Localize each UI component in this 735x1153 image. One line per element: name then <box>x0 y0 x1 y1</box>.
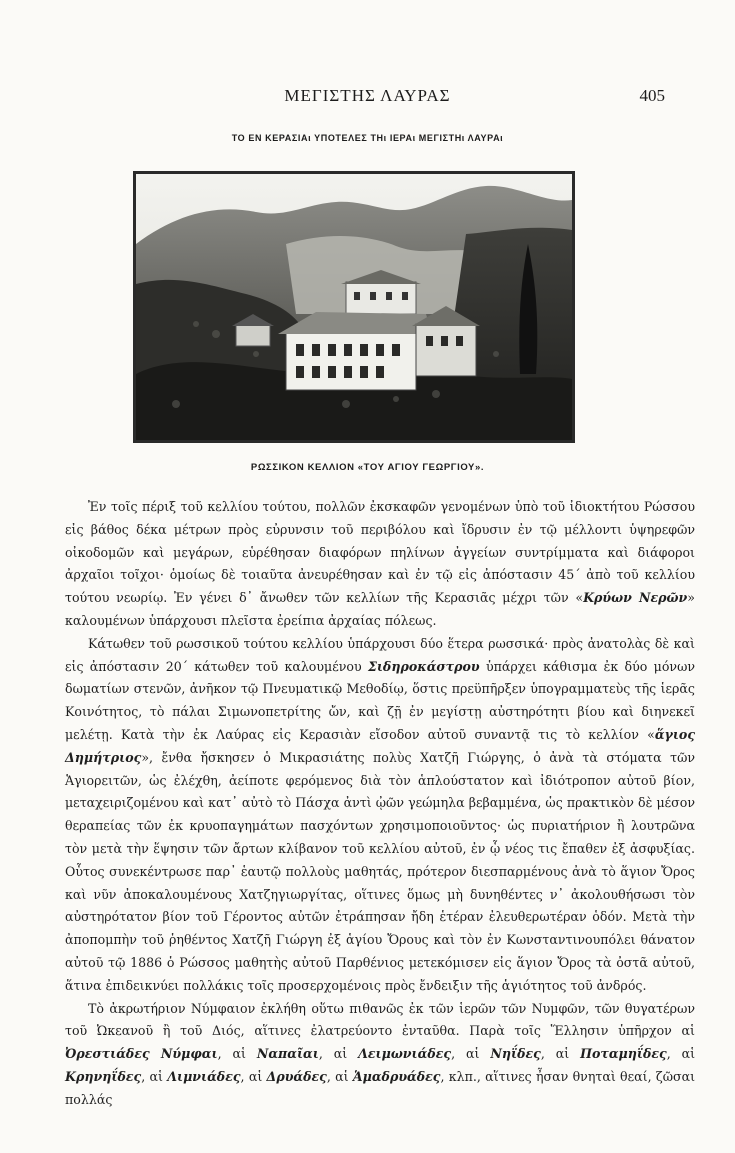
figure-top-caption: ΤΟ ΕΝ ΚΕΡΑΣΙΑι ΥΠΟΤΕΛΕΣ ΤΗι ΙΕΡΑι ΜΕΓΙΣΤΗι ΛΑΥΡΑι <box>231 133 504 143</box>
paragraph-3-text-end: , κλπ., αἵτινες ἦσαν θνηταὶ θεαί, ζῶσαι πολλάς <box>65 1068 696 1107</box>
separator: , αἱ <box>240 1068 267 1084</box>
body-text <box>65 496 695 1112</box>
paragraph-3-text: Τὸ ἀκρωτήριον Νύμφαιον ἐκλήθη οὕτω πιθανῶς ἐκ τῶν ἱερῶν τῶν Νυμφῶν, τῶν θυγατέρων τοῦ Ὠκεανοῦ ἢ τοῦ Διός, αἵτινες ἐλατρεύοντο ἐνταῦθα. Παρὰ τοῖς Ἕλλησιν ὑπῆρχον αἱ <box>65 1000 695 1039</box>
nymph-name-3: Λειμωνιάδες <box>358 1046 452 1062</box>
photo-main-house <box>278 312 432 390</box>
paragraph-1-text: Ἐν τοῖς πέριξ τοῦ κελλίου τούτου, πολλῶν ἐκσκαφῶν γενομένων ὑπὸ τοῦ ἰδιοκτήτου Ρώσσου εἰς βάθος δέκα μέτρων πρὸς εὐρυνσιν τοῦ περιβόλου καὶ ἴδρυσιν ἐν τῷ μέλλοντι ὑψηρεφῶν οἰκοδομῶν καὶ μεγάρων, εὑρέθησαν διαφόρων πηλίνων ἀγγείων συντρίμματα καὶ διάφοροι ἀρχαῖοι τοῖχοι· ὁμοίως δὲ τοιαῦτα ἀνευρέθησαν καὶ ἐν τῷ εἰς ἀπόστασιν 45΄ ἀπὸ τοῦ κελλίου τούτου νεωρίῳ. Ἐν γένει δ᾽ ἄνωθεν τῶν κελλίων τῆς Κερασιᾶς μέχρι τῶν « <box>65 499 695 606</box>
nymph-name-5: Ποταμηΐδες <box>580 1046 667 1062</box>
figure-photograph <box>133 171 575 443</box>
nymph-name-4: Νηΐδες <box>490 1046 541 1062</box>
nymph-name-9: Ἁμαδρυάδες <box>352 1068 441 1084</box>
nymph-name-1: Ὀρεστιάδες Νύμφαι <box>65 1046 218 1062</box>
nymph-name-7: Λιμνιάδες <box>167 1068 241 1084</box>
separator: , αἱ <box>326 1068 353 1084</box>
nymph-name-2: Ναπαῖαι <box>256 1046 319 1062</box>
paragraph-2-text: Κάτωθεν τοῦ ρωσσικοῦ τούτου κελλίου ὑπάρχουσι δύο ἕτερα ρωσσικά· πρὸς ἀνατολὰς δὲ καὶ εἰς ἀπόστασιν 20΄ κάτωθεν τοῦ καλουμένου <box>65 635 695 674</box>
figure-bottom-caption: ΡΩΣΣΙΚΟΝ ΚΕΛΛΙΟΝ «ΤΟΥ ΑΓΙΟΥ ΓΕΩΡΓΙΟΥ». <box>250 462 485 473</box>
separator: , αἱ <box>666 1046 696 1062</box>
nymph-name-8: Δρυάδες <box>266 1068 327 1084</box>
separator: , αἱ <box>451 1046 491 1062</box>
separator: , αἱ <box>318 1046 359 1062</box>
paragraph-1 <box>65 496 695 633</box>
paragraph-2 <box>65 633 695 998</box>
emphasis-kryon-neron: Κρύων Νερῶν <box>583 590 688 606</box>
separator: , αἱ <box>141 1068 168 1084</box>
photo-illustration <box>136 174 572 440</box>
paragraph-2-text-mid: ὑπάρχει κάθισμα ἐκ δύο μόνων δωματίων στενῶν, ἀνῆκον τῷ Πνευματικῷ Μεθοδίῳ, ὅστις πρεϋπῆρξεν ὑπογραμματεὺς τῆς ἱερᾶς Κοινότητος, τὸ πάλαι Σιμωνοπετρίτης ὤν, καὶ ζῇ ἐν μεγίστῃ αὐστηρότητι βίου καὶ διηνεκεῖ μελέτῃ. Κατὰ τὴν ἐκ Λαύρας εἰς Κερασιὰν εἴσοδον αὐτοῦ συναντᾷ τις τὸ κελλίον « <box>65 658 695 742</box>
paragraph-3 <box>65 998 695 1112</box>
separator: , αἱ <box>540 1046 581 1062</box>
nymph-name-6: Κρηνηΐδες <box>65 1068 142 1084</box>
emphasis-sidirokastrou: Σιδηροκάστρου <box>367 658 480 674</box>
running-title: ΜΕΓΙΣΤΗΣ ΛΑΥΡΑΣ <box>284 86 451 105</box>
paragraph-1-text-end: » καλουμένων ὑπάρχουσι πλεῖστα ἐρείπια ἀρχαίας πόλεως. <box>65 590 695 628</box>
separator: , αἱ <box>217 1046 257 1062</box>
paragraph-2-text-end: », ἔνθα ἤσκησεν ὁ Μικρασιάτης πολὺς Χατζῆ Γιώργης, ὁ ἀνὰ τὰ στόματα τῶν Ἁγιορειτῶν, ὡς ἐλέχθη, ἀείποτε φερόμενος διὰ τὸν ἁπλούστατον καὶ ἰδιότροπον αὐτοῦ βίον, μεταχειριζομένου καὶ κατ᾽ αὐτὸ τὸ Πάσχα ἀντὶ ᾠῶν γεώμηλα βεβαμμένα, ὡς πρακτικὸν δὲ μέσον θεραπείας τῶν ἐκ κρυοπαγημάτων πασχόντων χρησιμοποιοῦντος· ὡς πυριατήριον ἢ λουτρῶνα τὸν μετὰ τὴν ἕψησιν τῶν ἄρτων κλίβανον τοῦ κελλίου αὐτοῦ, ἐν ᾧ νέος τις ἔπαθεν ἐξ ἀσφυξίας. Οὗτος συνεκέντρωσε παρ᾽ ἑαυτῷ πολλοὺς μαθητάς, πρότερον διεσπαρμένους ἀνὰ τὸ ἅγιον Ὄρος καὶ νῦν ἀποκαλουμένους Χατζηγιωργίτας, οἵτινες ὅμως μὴ δυνηθέντες ν᾽ ἀκολουθήσωσι τὸν αὐστηρότατον βίον τοῦ Γέροντος αὐτῶν ἐτράπησαν ἤδη ἑτέραν ἐλευθερωτέραν ὁδόν. Μετὰ τὴν ἀποπομπὴν τοῦ ῥηθέντος Χατζῆ Γιώργη ἐξ ἁγίου Ὄρους καὶ τὸν ἐν Κωνσταντινουπόλει θάνατον αὐτοῦ τῷ 1886 ὁ Ρώσσος μαθητὴς αὐτοῦ Παρθένιος μετεκόμισεν εἰς ἅγιον Ὄρος τὰ ὀστᾶ αὐτοῦ, ἅτινα ἐπιδεικνύει πολλάκις τοῖς προσερχομένοις πρὸς ἔνδειξιν τῆς ἁγιότητος τοῦ ἀνδρός. <box>65 749 695 993</box>
page-number: 405 <box>639 86 665 105</box>
running-head <box>0 86 735 110</box>
emphasis-agios-dimitrios: ἅγιος Δημήτριος <box>65 726 695 765</box>
